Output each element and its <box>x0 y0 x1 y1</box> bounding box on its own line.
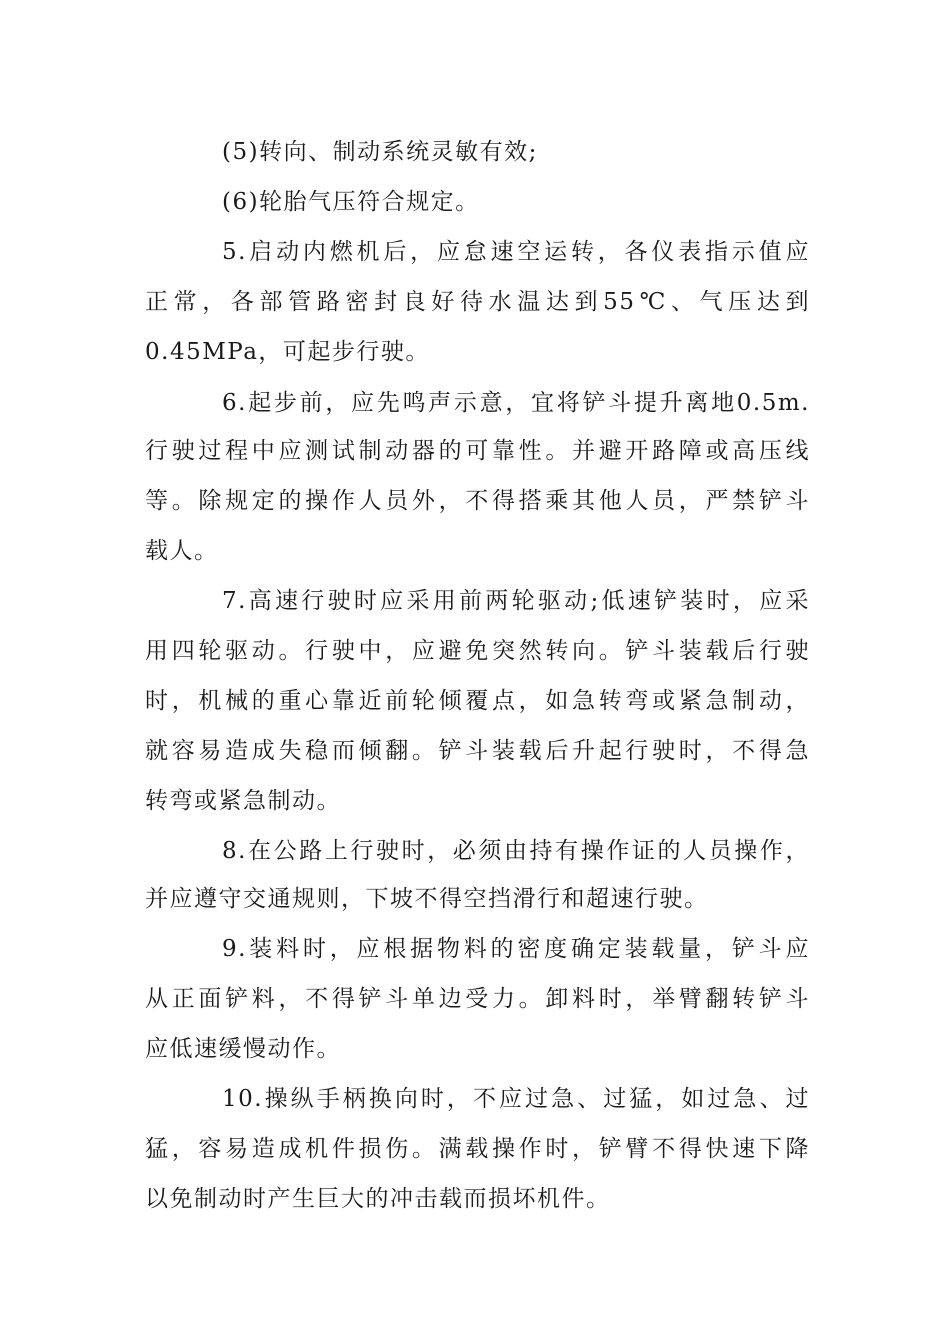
clause-9-line-2: 从正面铲料，不得铲斗单边受力。卸料时，举臂翻转铲斗 <box>145 986 810 1012</box>
clause-5-line-3: 0.45MPa，可起步行驶。 <box>145 339 430 365</box>
clause-8-line-1: 8.在公路上行驶时，必须由持有操作证的人员操作， <box>222 838 810 864</box>
clause-7-line-5: 转弯或紧急制动。 <box>145 788 341 814</box>
clause-10-line-1: 10.操纵手柄换向时，不应过急、过猛，如过急、过 <box>222 1086 810 1112</box>
clause-10-line-3: 以免制动时产生巨大的冲击载而损坏机件。 <box>145 1186 611 1212</box>
clause-7-line-4: 就容易造成失稳而倾翻。铲斗装载后升起行驶时，不得急 <box>145 738 810 764</box>
clause-9-line-3: 应低速缓慢动作。 <box>145 1036 341 1062</box>
clause-6-line-4: 载人。 <box>145 538 219 564</box>
clause-6-line-1: 6.起步前，应先鸣声示意，宜将铲斗提升离地0.5m. <box>222 390 810 416</box>
item-5-steering-brakes: (5)转向、制动系统灵敏有效; <box>222 139 538 165</box>
clause-8-line-2: 并应遵守交通规则，下坡不得空挡滑行和超速行驶。 <box>145 886 709 912</box>
clause-10-line-2: 猛，容易造成机件损伤。满载操作时，铲臂不得快速下降 <box>145 1136 810 1162</box>
clause-9-line-1: 9.装料时，应根据物料的密度确定装载量，铲斗应 <box>222 936 810 962</box>
clause-5-line-1: 5.启动内燃机后，应怠速空运转，各仪表指示值应 <box>222 239 810 265</box>
clause-6-line-3: 等。除规定的操作人员外，不得搭乘其他人员，严禁铲斗 <box>145 488 810 514</box>
clause-5-line-2: 正常，各部管路密封良好待水温达到55℃、气压达到 <box>145 289 810 315</box>
clause-7-line-2: 用四轮驱动。行驶中，应避免突然转向。铲斗装载后行驶 <box>145 638 810 664</box>
clause-6-line-2: 行驶过程中应测试制动器的可靠性。并避开路障或高压线 <box>145 438 810 464</box>
item-6-tire-pressure: (6)轮胎气压符合规定。 <box>222 189 480 215</box>
clause-7-line-1: 7.高速行驶时应采用前两轮驱动;低速铲装时，应采 <box>222 588 810 614</box>
clause-7-line-3: 时，机械的重心靠近前轮倾覆点，如急转弯或紧急制动， <box>145 688 810 714</box>
